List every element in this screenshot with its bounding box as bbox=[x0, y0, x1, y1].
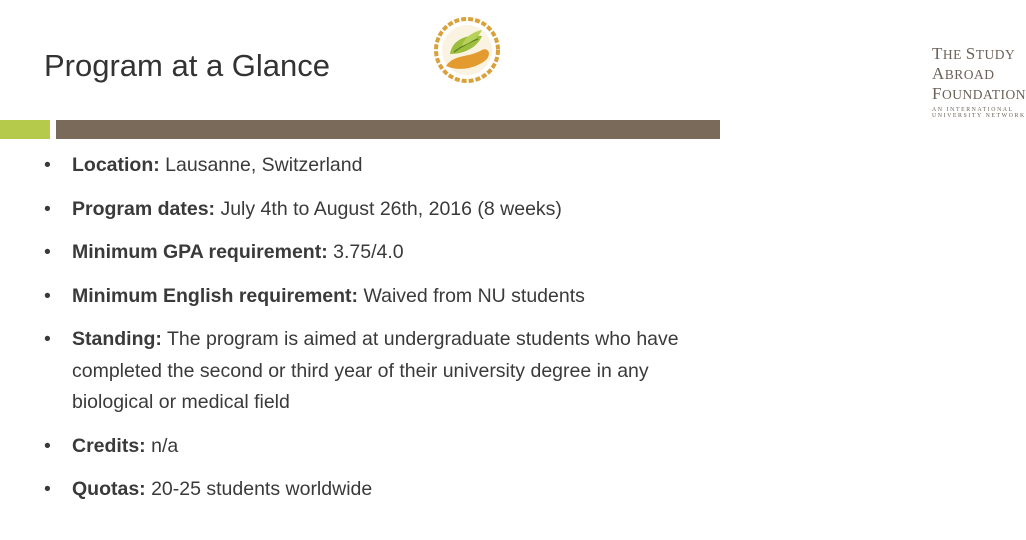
item-label: Minimum GPA requirement: bbox=[72, 241, 328, 263]
item-value: The program is aimed at undergraduate students who have completed the second or third year of their university degree in any biological or medical field bbox=[72, 328, 679, 413]
list-item bbox=[44, 431, 694, 463]
list-item bbox=[44, 150, 694, 182]
item-value: n/a bbox=[145, 434, 179, 457]
item-label: Quotas: bbox=[72, 478, 146, 500]
bullet-icon: • bbox=[44, 197, 51, 220]
list-item bbox=[44, 281, 694, 313]
item-value: 20-25 students worldwide bbox=[145, 478, 373, 500]
bullet-icon: • bbox=[44, 154, 51, 176]
study-abroad-foundation-logo bbox=[432, 14, 1026, 119]
logo-name: THE STUDY ABROAD FOUNDATION bbox=[932, 44, 1026, 103]
bullet-icon: • bbox=[44, 478, 51, 500]
item-label: Minimum English requirement: bbox=[72, 284, 359, 307]
item-label: Credits: bbox=[72, 434, 146, 457]
bullet-icon: • bbox=[44, 434, 51, 457]
bullet-icon: • bbox=[44, 241, 51, 263]
logo-emblem-icon bbox=[432, 14, 502, 86]
slide-title: Program at a Glance bbox=[44, 48, 331, 83]
item-label: Standing: bbox=[72, 328, 162, 350]
list-item bbox=[44, 474, 694, 506]
list-item bbox=[44, 237, 694, 269]
list-item bbox=[44, 324, 694, 419]
program-details-list bbox=[44, 150, 694, 518]
item-label: Location: bbox=[72, 154, 160, 176]
bullet-icon: • bbox=[44, 328, 51, 350]
item-label: Program dates: bbox=[72, 197, 216, 220]
list-item bbox=[44, 194, 694, 226]
bullet-icon: • bbox=[44, 284, 51, 307]
item-value: 3.75/4.0 bbox=[327, 241, 404, 263]
title-divider-bar bbox=[56, 120, 720, 139]
item-value: Waived from NU students bbox=[358, 284, 585, 307]
logo-tagline: AN INTERNATIONAL UNIVERSITY NETWORK bbox=[932, 107, 1026, 119]
item-value: Lausanne, Switzerland bbox=[159, 154, 363, 176]
item-value: July 4th to August 26th, 2016 (8 weeks) bbox=[215, 197, 562, 220]
title-accent-bar bbox=[0, 120, 50, 139]
